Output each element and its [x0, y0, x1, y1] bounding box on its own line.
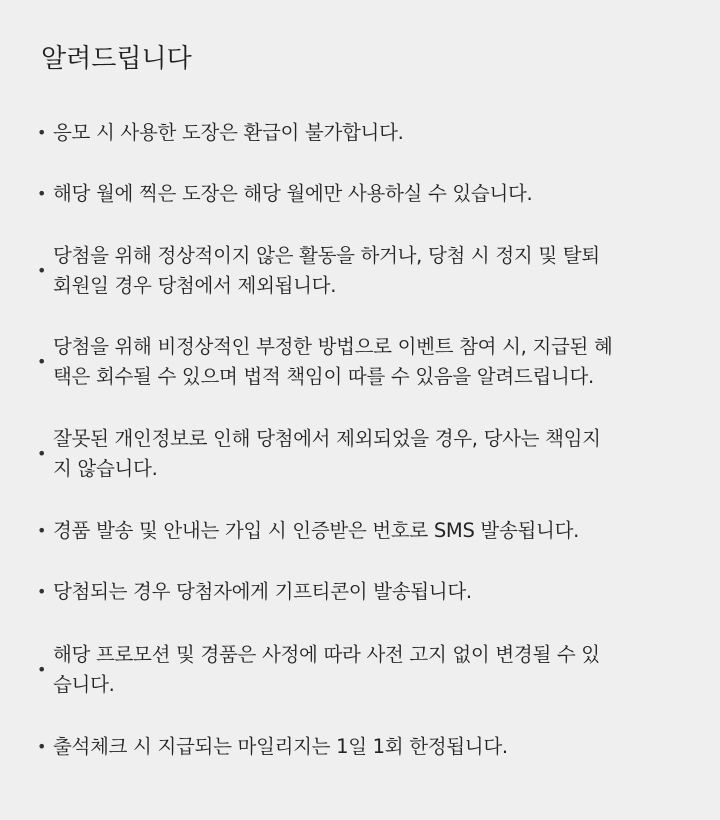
notice-item-text: 당첨되는 경우 당첨자에게 기프티콘이 발송됩니다.: [53, 580, 472, 603]
notice-item-text: 경품 발송 및 안내는 가입 시 인증받은 번호로 SMS 발송됩니다.: [53, 519, 580, 542]
notice-item: [37, 118, 687, 148]
bullet-icon: •: [37, 582, 47, 601]
bullet-icon: •: [37, 660, 47, 679]
notice-item-text: 잘못된 개인정보로 인해 당첨에서 제외되었을 경우, 당사는 책임지 지 않습니다.: [53, 427, 601, 480]
bullet-icon: •: [37, 444, 47, 463]
bullet-icon: •: [37, 737, 47, 756]
notice-item: [37, 424, 687, 484]
notice-item: [37, 241, 687, 301]
notice-item: [37, 732, 687, 762]
notice-item: [37, 640, 687, 700]
notice-item-text: 출석체크 시 지급되는 마일리지는 1일 1회 한정됩니다.: [53, 735, 508, 758]
notice-item-text: 당첨을 위해 비정상적인 부정한 방법으로 이벤트 참여 시, 지급된 혜 택은 회수될 수 있으며 법적 책임이 따를 수 있음을 알려드립니다.: [53, 335, 613, 388]
notice-item: [37, 577, 687, 607]
bullet-icon: •: [37, 521, 47, 540]
bullet-icon: •: [37, 352, 47, 371]
notice-title: 알려드립니다: [41, 44, 192, 74]
notice-item-text: 해당 월에 찍은 도장은 해당 월에만 사용하실 수 있습니다.: [53, 182, 533, 205]
bullet-icon: •: [37, 184, 47, 203]
notice-item-text: 해당 프로모션 및 경품은 사정에 따라 사전 고지 없이 변경될 수 있 습니다.: [53, 643, 600, 696]
notice-item: [37, 516, 687, 546]
bullet-icon: •: [37, 261, 47, 280]
notice-item-text: 응모 시 사용한 도장은 환급이 불가합니다.: [53, 121, 404, 144]
notice-item-text: 당첨을 위해 정상적이지 않은 활동을 하거나, 당첨 시 정지 및 탈퇴 회원일 경우 당첨에서 제외됩니다.: [53, 244, 600, 297]
notice-item: [37, 179, 687, 209]
notice-item: [37, 332, 687, 392]
bullet-icon: •: [37, 123, 47, 142]
